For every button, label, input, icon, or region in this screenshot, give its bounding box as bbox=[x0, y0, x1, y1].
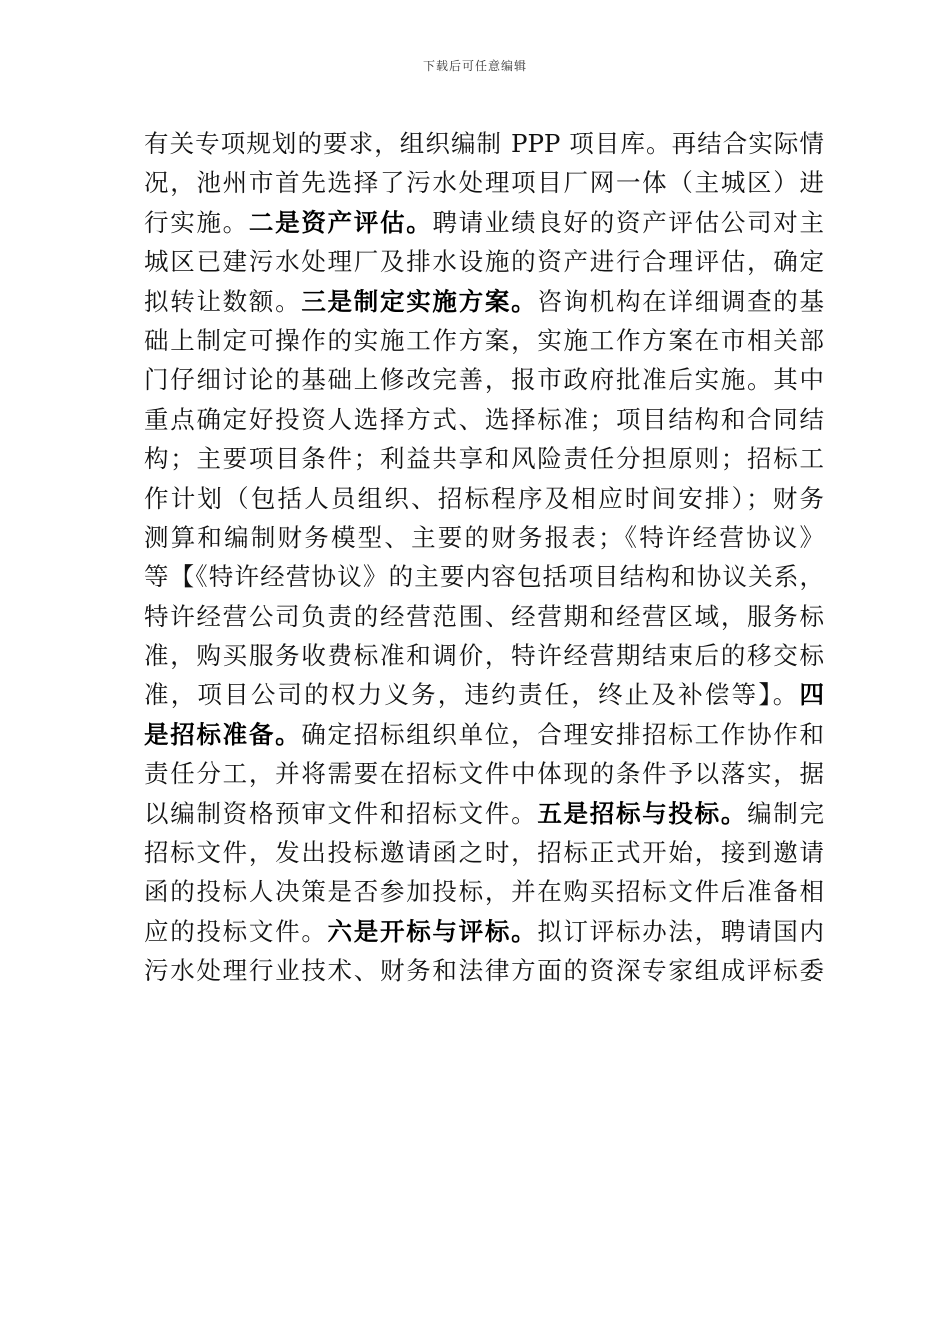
text-line bbox=[144, 715, 824, 754]
text-line bbox=[144, 400, 824, 439]
text-run: 构；主要项目条件；利益共享和风险责任分担原则；招标工 bbox=[144, 444, 824, 474]
text-line bbox=[144, 203, 824, 242]
text-line bbox=[144, 872, 824, 911]
text-run: 责任分工，并将需要在招标文件中体现的条件予以落实，据 bbox=[144, 759, 824, 789]
text-line bbox=[144, 479, 824, 518]
bold-heading-text: 六是开标与评标。 bbox=[327, 916, 538, 946]
bold-heading-text: 四 bbox=[799, 680, 824, 710]
text-run: 拟订评标办法，聘请国内 bbox=[537, 916, 824, 946]
text-line bbox=[144, 597, 824, 636]
bold-heading-text: 是招标准备。 bbox=[144, 719, 302, 749]
page-header: 下载后可任意编辑 bbox=[422, 59, 527, 73]
text-line bbox=[144, 794, 824, 833]
text-line bbox=[144, 636, 824, 675]
text-run: 特许经营公司负责的经营范围、经营期和经营区域，服务标 bbox=[144, 601, 824, 631]
bold-heading-text: 三是制定实施方案。 bbox=[301, 286, 538, 316]
text-run: 城区已建污水处理厂及排水设施的资产进行合理评估，确定 bbox=[144, 247, 824, 277]
text-run: 测算和编制财务模型、主要的财务报表；《特许经营协议》 bbox=[144, 522, 824, 552]
text-line bbox=[144, 282, 824, 321]
text-run: 污水处理行业技术、财务和法律方面的资深专家组成评标委 bbox=[144, 956, 824, 986]
text-run: 况，池州市首先选择了污水处理项目厂网一体（主城区）进 bbox=[144, 168, 824, 198]
text-run: 聘请业绩良好的资产评估公司对主 bbox=[432, 207, 824, 237]
text-run: 以编制资格预审文件和招标文件。 bbox=[144, 798, 538, 828]
text-line bbox=[144, 833, 824, 872]
text-line bbox=[144, 124, 824, 163]
text-run: 重点确定好投资人选择方式、选择标准；项目结构和合同结 bbox=[144, 404, 824, 434]
text-run: 应的投标文件。 bbox=[144, 916, 328, 946]
text-run: 咨询机构在详细调查的基 bbox=[537, 286, 824, 316]
text-line bbox=[144, 321, 824, 360]
text-run: 招标文件，发出投标邀请函之时，招标正式开始，接到邀请 bbox=[144, 838, 824, 868]
text-run: 础上制定可操作的实施工作方案，实施工作方案在市相关部 bbox=[144, 325, 824, 355]
text-run: 有关专项规划的要求，组织编制 PPP 项目库。再结合实际情 bbox=[144, 129, 824, 158]
text-line bbox=[144, 675, 824, 714]
text-line bbox=[144, 951, 824, 990]
bold-heading-text: 五是招标与投标。 bbox=[537, 798, 748, 828]
text-run: 行实施。 bbox=[144, 207, 249, 237]
text-run: 准，购买服务收费标准和调价，特许经营期结束后的移交标 bbox=[144, 641, 824, 671]
body-text bbox=[144, 124, 824, 991]
text-line bbox=[144, 242, 824, 281]
text-line bbox=[144, 360, 824, 399]
text-run: 拟转让数额。 bbox=[144, 286, 302, 316]
text-line bbox=[144, 163, 824, 202]
text-line bbox=[144, 754, 824, 793]
text-run: 编制完 bbox=[747, 798, 824, 828]
text-line bbox=[144, 557, 824, 596]
text-run: 作计划（包括人员组织、招标程序及相应时间安排）；财务 bbox=[144, 483, 824, 513]
text-run: 函的投标人决策是否参加投标，并在购买招标文件后准备相 bbox=[144, 877, 824, 907]
text-run: 门仔细讨论的基础上修改完善，报市政府批准后实施。其中 bbox=[144, 365, 824, 395]
text-run: 准，项目公司的权力义务，违约责任，终止及补偿等】。 bbox=[144, 680, 800, 710]
text-run: 等【《特许经营协议》的主要内容包括项目结构和协议关系， bbox=[144, 562, 824, 592]
text-line bbox=[144, 439, 824, 478]
bold-heading-text: 二是资产评估。 bbox=[248, 207, 433, 237]
text-line bbox=[144, 912, 824, 951]
text-run: 确定招标组织单位，合理安排招标工作协作和 bbox=[301, 719, 824, 749]
text-line bbox=[144, 518, 824, 557]
